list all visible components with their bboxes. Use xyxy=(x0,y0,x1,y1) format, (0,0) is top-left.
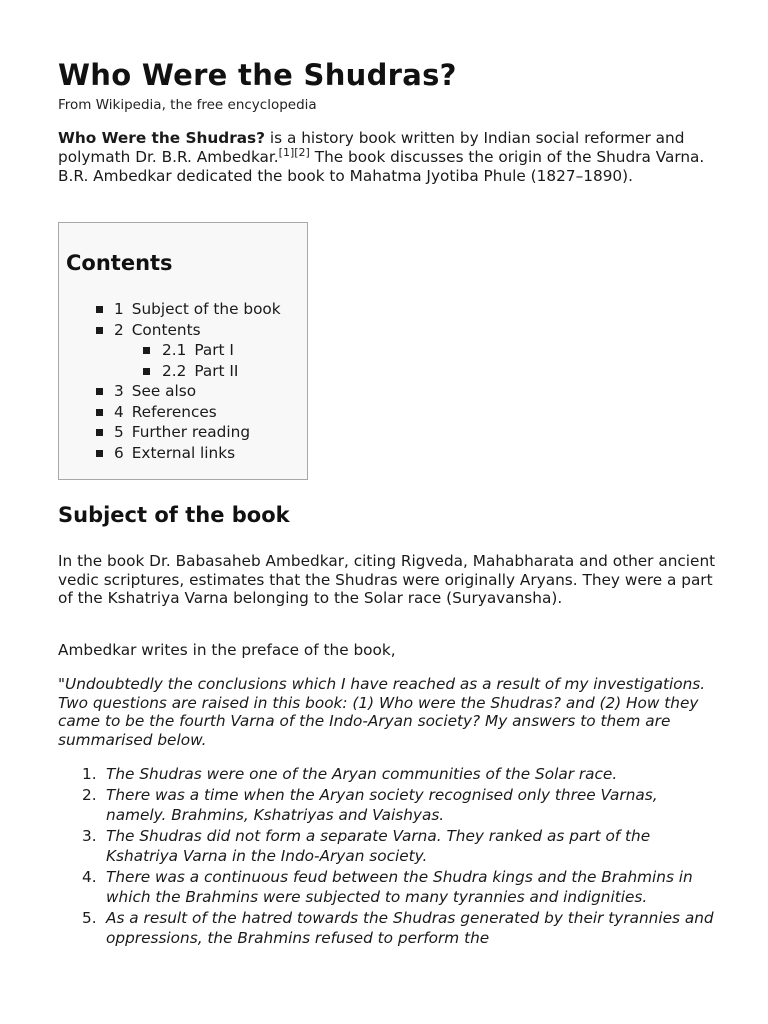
list-item-text: The Shudras were one of the Aryan communities of the Solar race. xyxy=(106,765,618,783)
toc-item-number: 2.2 xyxy=(162,361,187,380)
preface-quote: "Undoubtedly the conclusions which I have reached as a result of my investigations. Two questions are raised in this book: (1) Who were the Shudras? and (2) How they came to be the fourth Varna of the Indo-Aryan society? My answers to them are summarised below. xyxy=(58,675,706,749)
bullet-icon xyxy=(96,409,103,416)
intro-text-2: The book discusses the origin of the Shudra Varna. B.R. Ambedkar dedicated the book to Mahatma Jyotiba Phule (1827–1890). xyxy=(58,148,705,185)
list-item-text: As a result of the hatred towards the Shudras generated by their tyrannies and oppressions, the Brahmins refused to perform the xyxy=(106,908,714,947)
bullet-icon xyxy=(96,450,103,457)
list-item-number: 2. xyxy=(82,785,97,804)
page-title: Who Were the Shudras? xyxy=(58,58,457,92)
toc-item-external-links[interactable] xyxy=(59,443,281,464)
toc-item-see-also[interactable] xyxy=(59,381,281,402)
toc-item-subject[interactable] xyxy=(59,299,281,320)
bullet-icon xyxy=(143,347,150,354)
section-paragraph-1: In the book Dr. Babasaheb Ambedkar, citing Rigveda, Mahabharata and other ancient vedic scriptures, estimates that the Shudras were originally Aryans. They were a part of the Kshatriya Varna belonging to the Solar race (Suryavansha). xyxy=(58,552,716,607)
toc-item-label: Part II xyxy=(194,361,239,380)
bullet-icon xyxy=(96,327,103,334)
toc-item-number: 3 xyxy=(114,382,124,400)
site-tagline: From Wikipedia, the free encyclopedia xyxy=(58,97,317,113)
bullet-icon xyxy=(96,429,103,436)
list-item-text: There was a continuous feud between the Shudra kings and the Brahmins in which the Brahmins were subjected to many tyrannies and indignities. xyxy=(106,867,693,906)
toc-item-label: External links xyxy=(131,443,236,462)
list-item xyxy=(58,826,718,867)
toc-item-label: Subject of the book xyxy=(131,300,281,318)
section-paragraph-2: Ambedkar writes in the preface of the book, xyxy=(58,641,396,659)
toc-item-number: 4 xyxy=(114,402,124,421)
toc-item-number: 2.1 xyxy=(162,341,187,359)
bullet-icon xyxy=(96,388,103,395)
list-item-number: 1. xyxy=(82,765,97,783)
list-item-text: The Shudras did not form a separate Varna. They ranked as part of the Kshatriya Varna in the Indo-Aryan society. xyxy=(106,826,651,865)
conclusions-list xyxy=(58,764,718,949)
toc-item-number: 5 xyxy=(114,423,124,441)
toc-item-label: Further reading xyxy=(131,423,251,441)
reference-link-1[interactable]: [1] xyxy=(278,146,295,159)
toc-item-label: Part I xyxy=(194,341,234,359)
intro-paragraph xyxy=(58,129,718,186)
toc-title: Contents xyxy=(66,251,173,275)
list-item xyxy=(58,764,718,785)
toc-list xyxy=(59,299,281,463)
section-heading: Subject of the book xyxy=(58,503,290,527)
toc-item-further-reading[interactable] xyxy=(59,422,281,443)
reference-link-2[interactable]: [2] xyxy=(294,146,310,159)
toc-item-number: 1 xyxy=(114,300,124,318)
list-item xyxy=(58,867,718,908)
toc-item-label: See also xyxy=(131,382,197,400)
toc-item-label: References xyxy=(131,402,217,421)
list-item-number: 4. xyxy=(82,867,97,886)
list-item-text: There was a time when the Aryan society recognised only three Varnas, namely. Brahmins, Kshatriyas and Vaishyas. xyxy=(106,785,658,824)
intro-bold-title: Who Were the Shudras? xyxy=(58,129,266,147)
toc-item-label: Contents xyxy=(131,320,201,339)
list-item-number: 5. xyxy=(82,908,97,927)
list-item xyxy=(58,908,718,949)
bullet-icon xyxy=(96,306,103,313)
intro-text-1: is a history book written by Indian social reformer and polymath Dr. B.R. Ambedkar. xyxy=(58,129,685,166)
list-item-number: 3. xyxy=(82,826,97,845)
toc-item-part-ii[interactable] xyxy=(59,361,281,382)
bullet-icon xyxy=(143,368,150,375)
toc-item-part-i[interactable] xyxy=(59,340,281,361)
list-item xyxy=(58,785,718,826)
table-of-contents xyxy=(58,222,308,480)
toc-item-number: 2 xyxy=(114,320,124,339)
toc-item-references[interactable] xyxy=(59,402,281,423)
toc-item-contents[interactable] xyxy=(59,320,281,341)
toc-item-number: 6 xyxy=(114,443,124,462)
